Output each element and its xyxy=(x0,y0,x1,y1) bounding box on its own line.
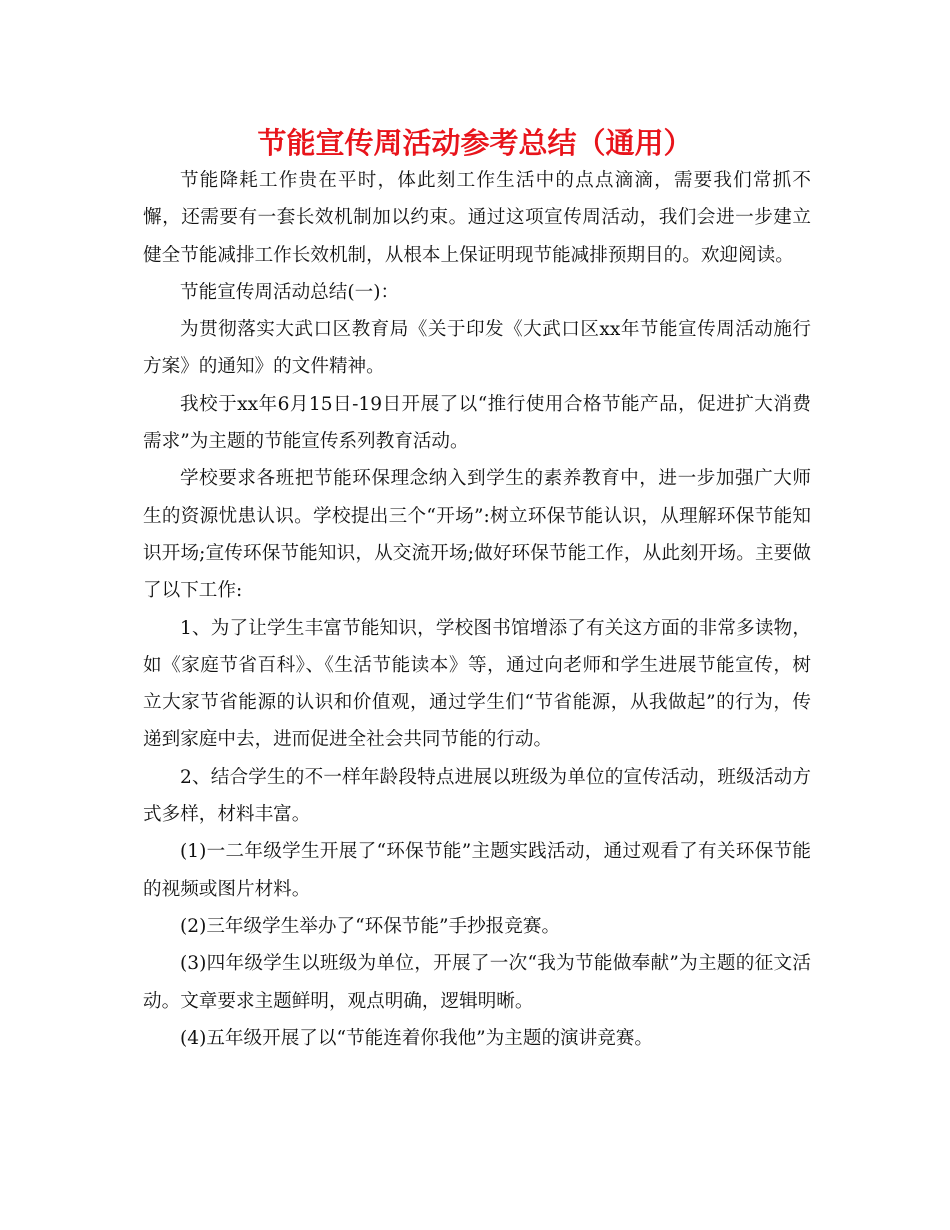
paragraph: 为贯彻落实大武口区教育局《关于印发《大武口区xx年节能宣传周活动施行方案》的通知》的文件精神。 xyxy=(143,319,811,378)
document-body xyxy=(143,162,811,1057)
paragraph: 我校于xx年6月15日-19日开展了以“推行使用合格节能产品，促进扩大消费需求”为主题的节能宣传系列教育活动。 xyxy=(143,393,811,453)
paragraph-subitem-4: (4)五年级开展了以“节能连着你我他”为主题的演讲竞赛。 xyxy=(180,1027,654,1049)
document-title: 节能宣传周活动参考总结（通用） xyxy=(257,126,693,160)
paragraph-subitem-2: (2)三年级学生举办了“环保节能”手抄报竞赛。 xyxy=(180,915,561,937)
paragraph-section-heading: 节能宣传周活动总结(一)： xyxy=(180,281,400,303)
paragraph-item-1: 1、为了让学生丰富节能知识，学校图书馆增添了有关这方面的非常多读物，如《家庭节省百科》、《生活节能读本》等，通过向老师和学生进展节能宣传，树立大家节省能源的认识和价值观，通过学生们“节省能源，从我做起”的行为，传递到家庭中去，进而促进全社会共同节能的行动。 xyxy=(143,617,811,751)
paragraph-subitem-3: (3)四年级学生以班级为单位，开展了一次“我为节能做奉献”为主题的征文活动。文章要求主题鲜明，观点明确，逻辑明晰。 xyxy=(143,953,811,1012)
paragraph-item-2: 2、结合学生的不一样年龄段特点进展以班级为单位的宣传活动，班级活动方式多样，材料丰富。 xyxy=(143,766,811,826)
paragraph-subitem-1: (1)一二年级学生开展了“环保节能”主题实践活动，通过观看了有关环保节能的视频或图片材料。 xyxy=(143,841,811,900)
paragraph-intro: 节能降耗工作贵在平时，体此刻工作生活中的点点滴滴，需要我们常抓不懈，还需要有一套长效机制加以约束。通过这项宣传周活动，我们会进一步建立健全节能减排工作长效机制，从根本上保证明现节能减排预期目的。欢迎阅读。 xyxy=(143,170,811,266)
paragraph: 学校要求各班把节能环保理念纳入到学生的素养教育中，进一步加强广大师生的资源忧患认识。学校提出三个“开场”:树立环保节能认识，从理解环保节能知识开场;宣传环保节能知识，从交流开场;做好环保节能工作，从此刻开场。主要做了以下工作: xyxy=(143,468,811,602)
